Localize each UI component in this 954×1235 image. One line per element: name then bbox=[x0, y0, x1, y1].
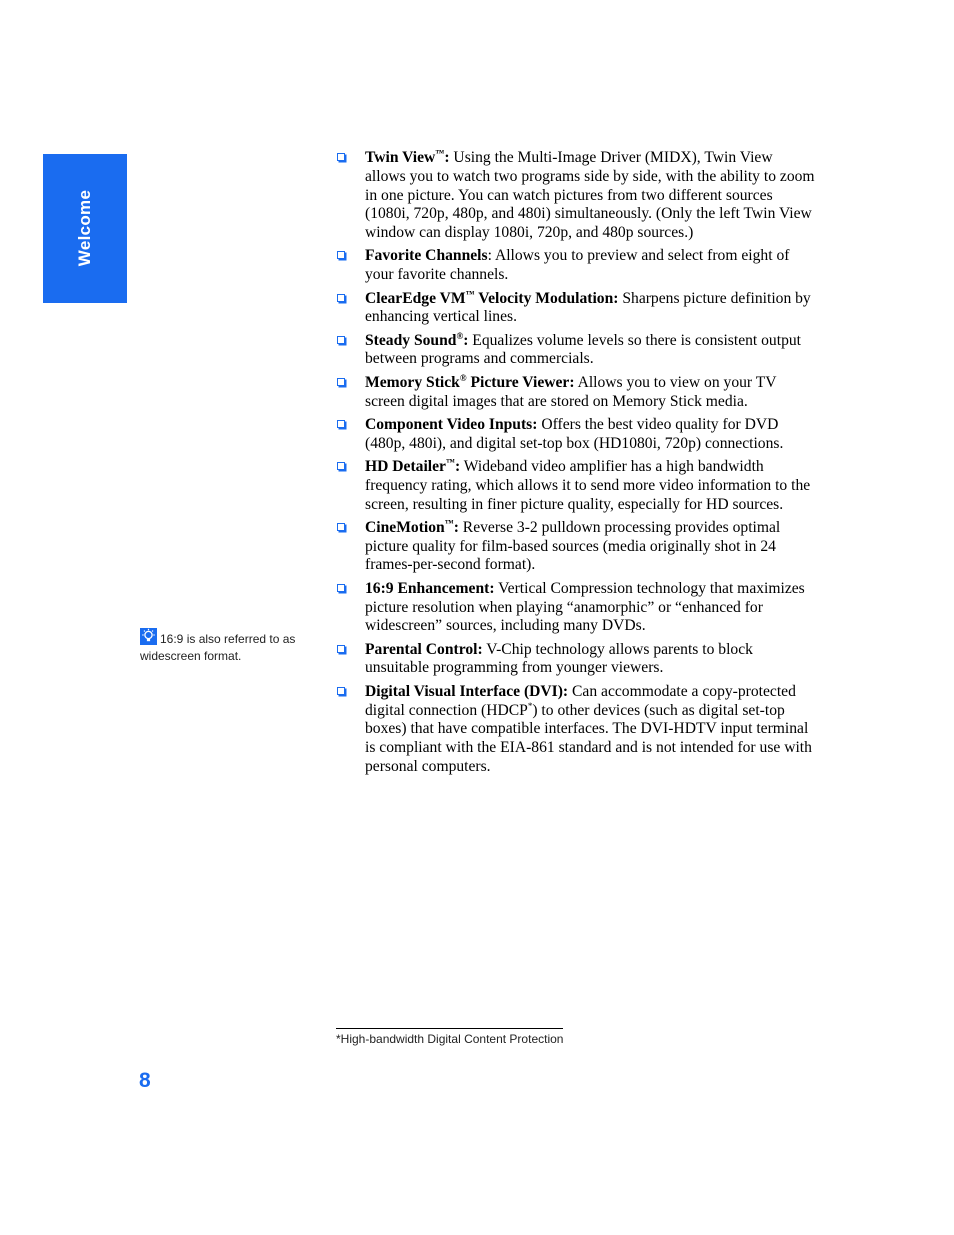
checkbox-bullet-icon bbox=[337, 462, 345, 470]
page-number: 8 bbox=[139, 1069, 151, 1092]
checkbox-bullet-icon bbox=[337, 523, 345, 531]
feature-item bbox=[336, 458, 816, 514]
feature-name: Component Video Inputs: bbox=[365, 415, 538, 433]
section-tab bbox=[43, 154, 127, 303]
lightbulb-icon bbox=[140, 628, 157, 645]
feature-name: ClearEdge VM™ Velocity Modulation: bbox=[365, 288, 619, 307]
checkbox-bullet-icon bbox=[337, 251, 345, 259]
footnote-marker: * bbox=[527, 700, 533, 711]
feature-item bbox=[336, 374, 816, 412]
checkbox-bullet-icon bbox=[337, 336, 345, 344]
side-note-text: 16:9 is also referred to as widescreen format. bbox=[140, 632, 296, 663]
feature-description: Offers the best video quality for DVD (480p, 480i), and digital set-top box (HD1080i, 720p) connections. bbox=[365, 415, 784, 452]
feature-item bbox=[336, 683, 816, 777]
feature-name: Steady Sound®: bbox=[365, 330, 469, 349]
feature-description: Equalizes volume levels so there is consistent output between programs and commercials. bbox=[365, 331, 801, 368]
feature-item bbox=[336, 641, 816, 679]
feature-description: Vertical Compression technology that maximizes picture resolution when playing “anamorphic” or “enhanced for widescreen” sources, including many DVDs. bbox=[365, 579, 805, 635]
feature-list bbox=[336, 149, 816, 781]
checkbox-bullet-icon bbox=[337, 645, 345, 653]
feature-description: Reverse 3-2 pulldown processing provides optimal picture quality for film-based sources (media originally shot in 24 frames-per-second format). bbox=[365, 518, 781, 574]
checkbox-bullet-icon bbox=[337, 378, 345, 386]
feature-item bbox=[336, 290, 816, 328]
feature-name: Twin View™: bbox=[365, 148, 450, 166]
feature-description: Sharpens picture definition by enhancing vertical lines. bbox=[365, 289, 811, 326]
feature-name: Memory Stick® Picture Viewer: bbox=[365, 372, 575, 391]
feature-name: Parental Control: bbox=[365, 640, 483, 658]
feature-item bbox=[336, 247, 816, 285]
feature-description: Allows you to view on your TV screen digital images that are stored on Memory Stick media. bbox=[365, 373, 777, 410]
feature-item bbox=[336, 519, 816, 575]
feature-item bbox=[336, 580, 816, 636]
checkbox-bullet-icon bbox=[337, 420, 345, 428]
checkbox-bullet-icon bbox=[337, 584, 345, 592]
feature-item bbox=[336, 332, 816, 370]
feature-name: CineMotion™: bbox=[365, 517, 459, 536]
feature-description: Can accommodate a copy-protected digital connection (HDCP*) to other devices (such as digital set-top boxes) that have compatible interfaces. The DVI-HDTV input terminal is compliant with the EIA-861 standard and is not intended for use with personal computers. bbox=[365, 682, 812, 775]
checkbox-bullet-icon bbox=[337, 294, 345, 302]
feature-name: Digital Visual Interface (DVI): bbox=[365, 682, 569, 700]
feature-description: V-Chip technology allows parents to block unsuitable programming from younger viewers. bbox=[365, 640, 753, 677]
feature-name: Favorite Channels bbox=[365, 247, 488, 265]
feature-description: Wideband video amplifier has a high bandwidth frequency rating, which allows it to send more video information to the screen, resulting in finer picture quality, especially for HD sources. bbox=[365, 457, 811, 513]
checkbox-bullet-icon bbox=[337, 687, 345, 695]
footnote-divider bbox=[336, 1028, 563, 1029]
section-tab-label: Welcome bbox=[75, 189, 94, 267]
checkbox-bullet-icon bbox=[337, 153, 345, 161]
footnote: *High-bandwidth Digital Content Protection bbox=[336, 1032, 564, 1046]
feature-description: Using the Multi-Image Driver (MIDX), Twin View allows you to watch two programs side by side, with the ability to zoom in one picture. You can watch pictures from two different sources (1080i, 720p, 480p, and 480i) simultaneously. (Only the left Twin View window can display 1080i, 720p, and 480p sources.) bbox=[365, 149, 815, 242]
side-note bbox=[140, 628, 320, 665]
feature-name: 16:9 Enhancement: bbox=[365, 579, 495, 597]
feature-description: : Allows you to preview and select from eight of your favorite channels. bbox=[365, 247, 790, 284]
feature-item bbox=[336, 416, 816, 454]
feature-item bbox=[336, 149, 816, 243]
feature-name: HD Detailer™: bbox=[365, 456, 461, 475]
